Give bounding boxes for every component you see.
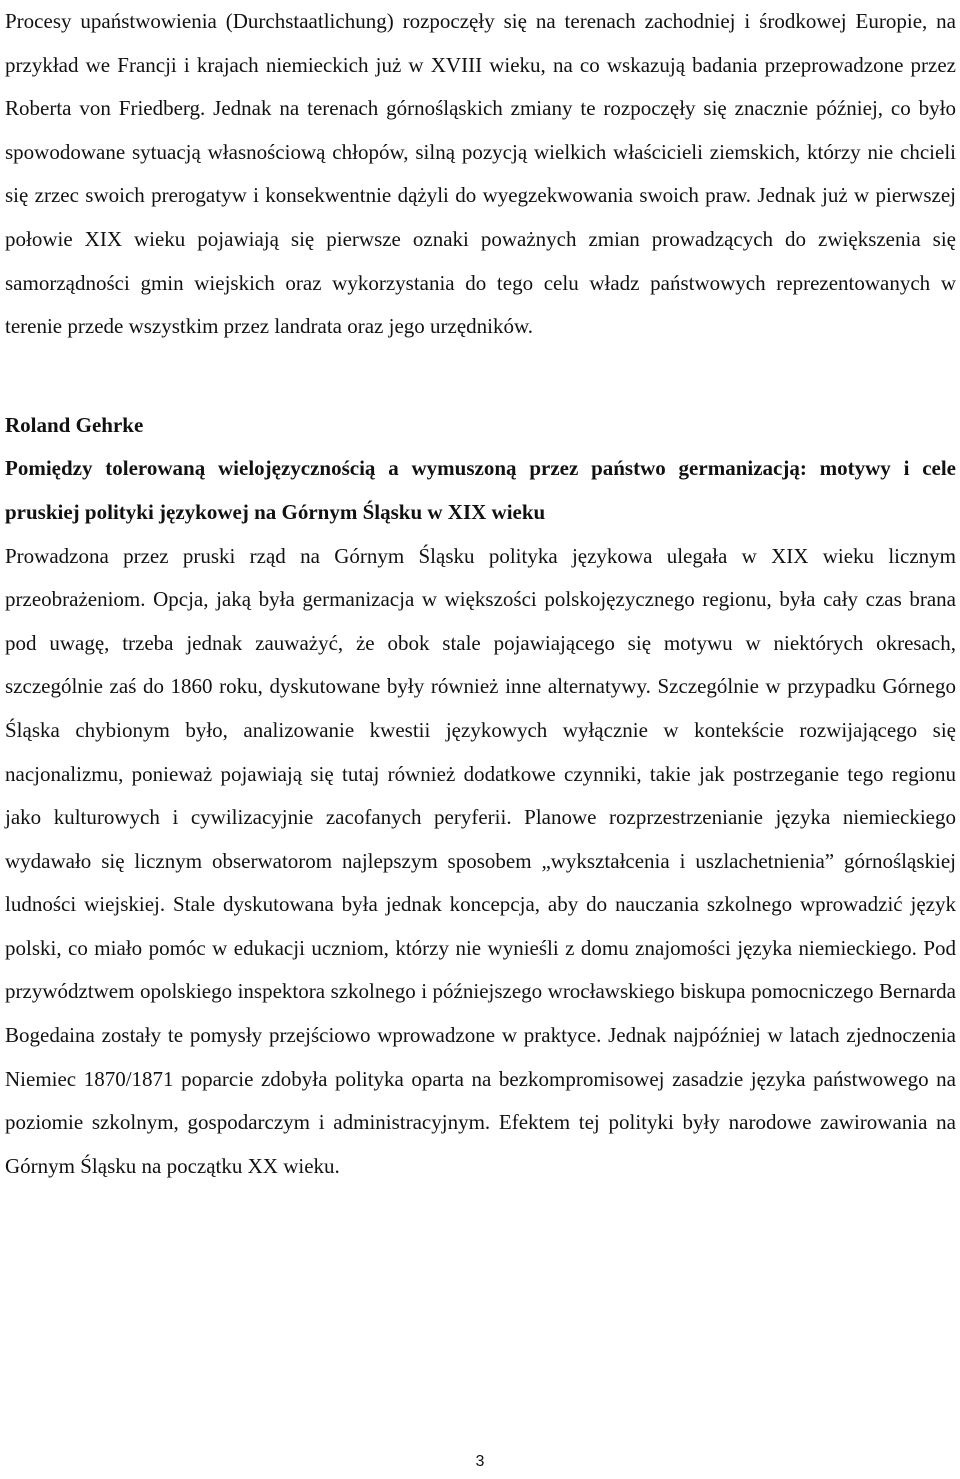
intro-paragraph: Procesy upaństwowienia (Durchstaatlichung) rozpoczęły się na terenach zachodniej i środkowej Europie, na przykład we Francji i krajach niemieckich już w XVIII wieku, na co wskazują badania przeprowadzone przez Roberta von Friedberg. Jednak na terenach górnośląskich zmiany te rozpoczęły się znacznie później, co było spowodowane sytuacją własnościową chłopów, silną pozycją wielkich właścicieli ziemskich, którzy nie chcieli się zrzec swoich prerogatyw i konsekwentnie dążyli do wyegzekwowania swoich praw. Jednak już w pierwszej połowie XIX wieku pojawiają się pierwsze oznaki poważnych zmian prowadzących do zwiększenia się samorządności gmin wiejskich oraz wykorzystania do tego celu władz państwowych reprezentowanych w terenie przede wszystkim przez landrata oraz jego urzędników. [5, 9, 956, 339]
article-title: Pomiędzy tolerowaną wielojęzycznością a wymuszoną przez państwo germanizacją: motywy i cele pruskiej polityki językowej na Górnym Śląsku w XIX wieku [5, 456, 956, 524]
article-author: Roland Gehrke [5, 412, 144, 437]
abstract-paragraph: Prowadzona przez pruski rząd na Górnym Śląsku polityka językowa ulegała w XIX wieku licznym przeobrażeniom. Opcja, jaką była germanizacja w większości polskojęzycznego regionu, była cały czas brana pod uwagę, trzeba jednak zauważyć, że obok stale pojawiającego się motywu w niektórych okresach, szczególnie zaś do 1860 roku, dyskutowane były również inne alternatywy. Szczególnie w przypadku Górnego Śląska chybionym było, analizowanie kwestii językowych wyłącznie w kontekście rozwijającego się nacjonalizmu, ponieważ pojawiają się tutaj również dodatkowe czynniki, takie jak postrzeganie tego regionu jako kulturowych i cywilizacyjnie zacofanych peryferii. Planowe rozprzestrzenianie języka niemieckiego wydawało się licznym obserwatorom najlepszym sposobem „wykształcenia i uszlachetnienia” górnośląskiej ludności wiejskiej. Stale dyskutowana była jednak koncepcja, aby do nauczania szkolnego wprowadzić język polski, co miało pomóc w edukacji uczniom, którzy nie wynieśli z domu znajomości języka niemieckiego. Pod przywództwem opolskiego inspektora szkolnego i późniejszego wrocławskiego biskupa pomocniczego Bernarda Bogedaina zostały te pomysły przejściowo wprowadzone w praktyce. Jednak najpóźniej w latach zjednoczenia Niemiec 1870/1871 poparcie zdobyła polityka oparta na bezkompromisowej zasadzie języka państwowego na poziomie szkolnym, gospodarczym i administracyjnym. Efektem tej polityki były narodowe zawirowania na Górnym Śląsku na początku XX wieku. [5, 543, 956, 1178]
page-number: 3 [475, 1453, 485, 1470]
document-page [5, 0, 956, 1188]
